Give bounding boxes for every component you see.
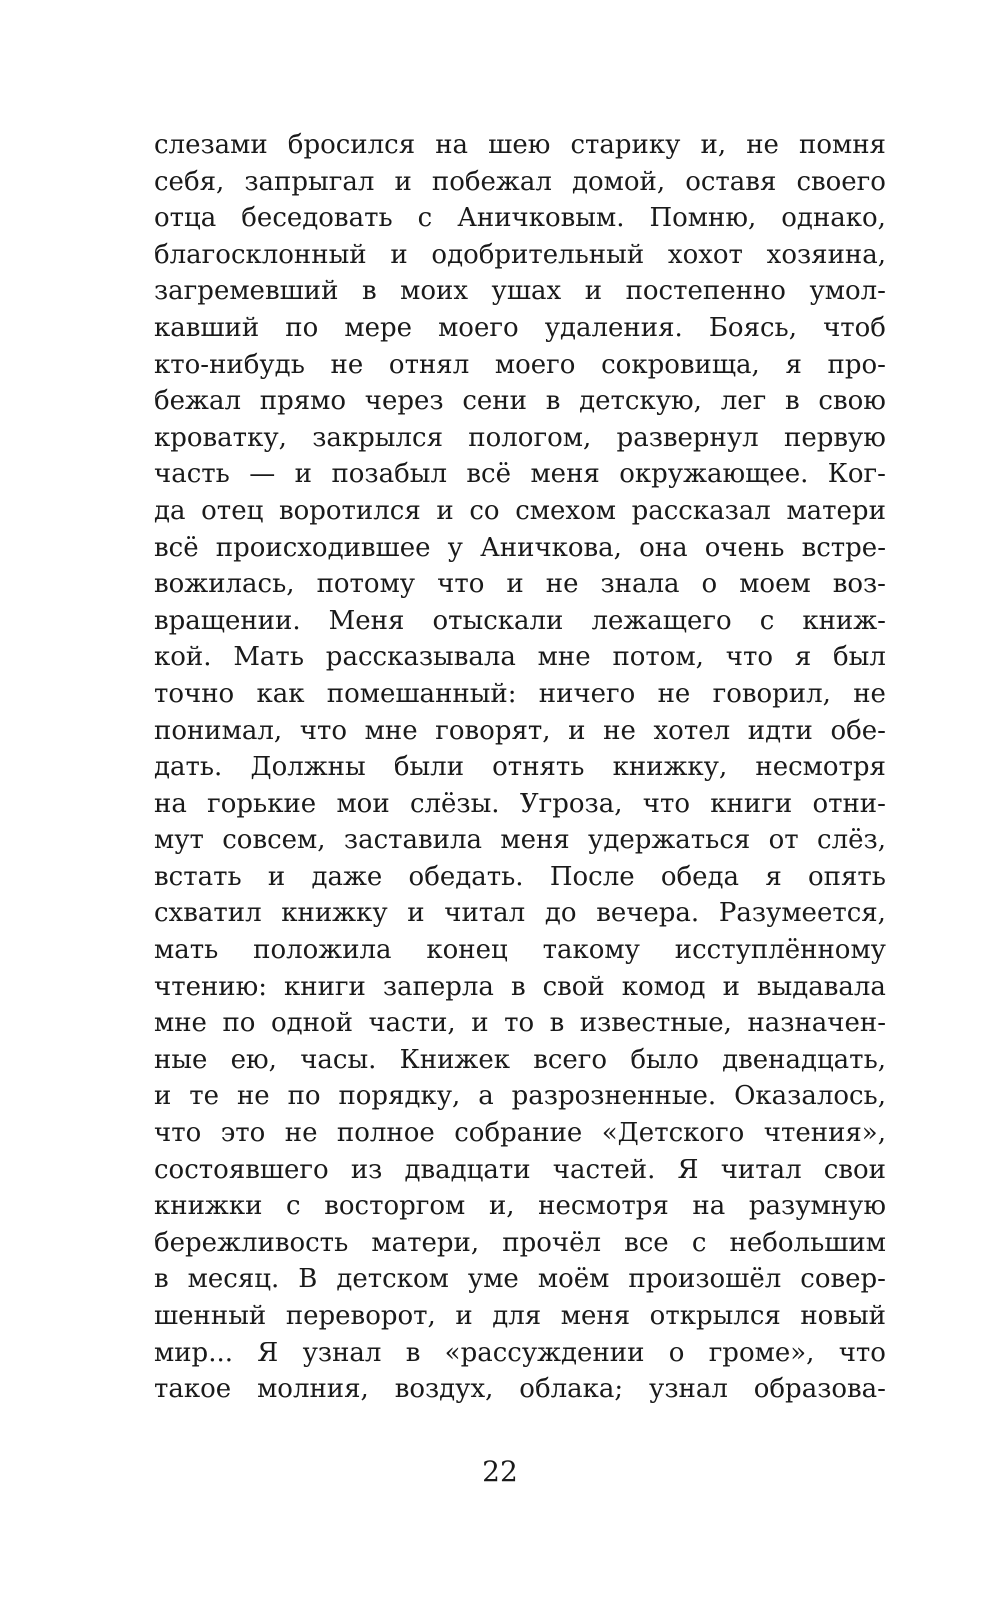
word: и [390,239,408,270]
text-line [154,603,886,640]
word: те [189,1081,220,1112]
word: в [549,1008,565,1039]
text-line [154,273,886,310]
word: открылся [649,1301,781,1331]
word: воз- [832,569,886,600]
word: вожилась, [154,569,295,600]
word: что [642,788,691,819]
word: даже [311,861,383,892]
word: разрозненные. [511,1081,717,1112]
text-line [154,420,886,457]
text-line [154,383,886,420]
word: новый [800,1301,886,1331]
word: облака; [519,1374,624,1405]
word: конец [426,935,508,966]
word: от [768,825,799,856]
word: и [455,1301,473,1331]
text-line [154,639,886,676]
word: узнал [302,1337,382,1368]
word: книжку [281,898,388,929]
text-line [154,1298,886,1335]
word: в [510,971,526,1002]
word: и [506,569,524,600]
word: Книжек [399,1044,510,1075]
word: мир... [154,1337,233,1368]
word: заставила [343,825,483,856]
word: на [154,788,187,819]
word: Оказалось, [734,1081,886,1112]
word: что [154,1118,202,1149]
word: читал [720,1154,802,1185]
word: мне [154,1008,207,1039]
text-line [154,1188,886,1225]
word: все [624,1227,669,1258]
word: это [220,1118,266,1149]
word: благосклонный [154,239,367,270]
word: исступлённому [674,935,886,966]
word: и [154,1081,172,1112]
word: Мать [233,642,304,673]
word: были [393,752,465,783]
text-line [154,749,886,786]
text-line [154,713,886,750]
word: такому [542,935,640,966]
text-line [154,969,886,1006]
word: кой. [154,642,212,673]
word: с [759,605,775,636]
word: и, [700,130,727,160]
word: позабыл [331,459,447,490]
word: схватил [154,898,262,929]
word: со [469,495,500,526]
text-line [154,1042,886,1079]
text-line [154,310,886,347]
word: беседовать [241,203,393,234]
text-line [154,456,886,493]
word: читал [444,898,526,929]
word: матери, [371,1227,480,1258]
word: хотел [653,715,731,746]
word: громе», [708,1337,815,1368]
word: в [405,1337,421,1368]
word: был [833,642,886,673]
word: обедать. [408,861,524,892]
text-line [154,127,886,164]
word: кроватку, [154,422,287,453]
word: восторгом [324,1191,466,1222]
word: чтоб [823,312,886,343]
word: и [568,715,586,746]
word: не [657,678,691,709]
word: моих [400,276,468,307]
word: шею [488,130,551,160]
word: «Детского [601,1118,745,1149]
word: произошёл [628,1264,782,1295]
word: окружающее. [619,459,809,490]
word: бросился [287,130,416,160]
word: отнял [388,349,470,380]
word: заперла [382,971,494,1002]
word: частей. [552,1154,656,1185]
word: не [746,130,779,160]
word: в [545,386,561,417]
word: Я [257,1337,279,1368]
word: загремевший [154,276,339,307]
word: ные [154,1044,208,1075]
word: не [545,569,579,600]
word: свои [823,1154,886,1185]
word: сени [462,386,527,417]
word: отнять [492,752,585,783]
word: развернул [616,422,759,453]
text-line [154,786,886,823]
word: не [236,1081,270,1112]
word: и, [488,1191,515,1222]
word: всего [533,1044,608,1075]
word: Я [677,1154,699,1185]
word: слёзы. [409,788,500,819]
word: однако, [781,203,886,234]
word: отыскали [432,605,564,636]
word: матери [786,495,886,526]
text-line [154,566,886,603]
word: Помню, [649,203,757,234]
word: то [504,1008,535,1039]
word: Аничкова, [480,532,622,563]
word: — [249,459,276,490]
word: она [639,532,688,563]
word: слезами [154,130,268,160]
word: назначен- [747,1008,886,1039]
word: потом, [612,642,704,673]
word: по [287,1081,321,1112]
word: моём [537,1264,610,1295]
word: с [417,203,433,234]
word: с [691,1227,707,1258]
word: обе- [830,715,886,746]
word: да [154,495,186,526]
word: удержаться [588,825,751,856]
word: Должны [250,752,366,783]
page-number: 22 [482,1455,518,1488]
word: хохот [667,239,743,270]
word: и [394,166,412,197]
word: ничего [538,678,636,709]
word: кто-нибудь [154,349,305,380]
word: всё [466,459,512,490]
word: порядку, [338,1081,461,1112]
word: и [471,1008,489,1039]
word: одной [270,1008,353,1039]
word: точно [154,678,235,709]
word: пологом, [468,422,592,453]
word: вращении. [154,605,301,636]
word: горькие [207,788,317,819]
word: постепенно [625,276,786,307]
word: мне [537,642,591,673]
word: прямо [259,386,347,417]
word: что [838,1337,886,1368]
word: не [853,678,886,709]
word: Угроза, [519,788,623,819]
word: по [285,312,319,343]
word: не [330,349,364,380]
word: мать [154,935,219,966]
word: книж- [802,605,886,636]
word: рассказывала [325,642,516,673]
word: Аничковым. [457,203,625,234]
word: помешанный: [326,678,517,709]
text-line [154,200,886,237]
word: небольшим [729,1227,886,1258]
text-line [154,530,886,567]
word: а [478,1081,494,1112]
word: меня [560,1301,631,1331]
word: вечера. [596,898,700,929]
word: месяц. [187,1264,280,1295]
word: моего [494,349,576,380]
word: через [364,386,444,417]
word: и [722,971,740,1002]
word: побежал [431,166,552,197]
word: детскую, [579,386,702,417]
word: о [668,1337,685,1368]
word: книги [284,971,366,1002]
text-line [154,1078,886,1115]
word: помня [799,130,886,160]
word: бережливость [154,1227,349,1258]
word: книги [710,788,793,819]
word: одобрительный [431,239,645,270]
word: и [436,495,454,526]
word: и [267,861,286,892]
word: лежащего [591,605,732,636]
word: удаления. [544,312,683,343]
word: шенный [154,1301,267,1331]
word: меня [500,825,570,856]
word: происходившее [215,532,431,563]
word: знала [600,569,680,600]
word: что [725,642,773,673]
word: и [584,276,603,307]
word: понимал, [154,715,283,746]
text-line [154,1371,886,1408]
word: такое [154,1374,232,1405]
word: встре- [801,532,886,563]
text-line [154,1261,886,1298]
word: несмотря [538,1191,669,1222]
word: молния, [257,1374,369,1405]
word: моем [739,569,811,600]
word: сокровища, [601,349,760,380]
text-line [154,932,886,969]
word: воздух, [394,1374,494,1405]
text-line [154,1225,886,1262]
word: всё [154,532,199,563]
word: в [784,386,800,417]
word: оставя [685,166,777,197]
word: В [298,1264,318,1295]
word: что [299,715,348,746]
text-line [154,164,886,201]
word: лег [720,386,767,417]
word: собрание [454,1118,583,1149]
word: уме [467,1264,519,1295]
word: совер- [800,1264,886,1295]
word: встать [154,861,242,892]
word: что [437,569,485,600]
word: хозяина, [766,239,886,270]
word: известные, [579,1008,732,1039]
word: ею, [230,1044,277,1075]
word: умол- [809,276,886,307]
word: отца [154,203,217,234]
word: до [544,898,577,929]
word: мут [154,825,204,856]
word: отец [201,495,264,526]
word: мере [344,312,412,343]
word: было [630,1044,699,1075]
word: чтению: [154,971,268,1002]
text-line [154,1152,886,1189]
word: кавший [154,312,260,343]
word: положила [253,935,392,966]
word: свой [542,971,605,1002]
word: в [361,276,377,307]
word: дать. [154,752,223,783]
word: отни- [812,788,886,819]
word: говорил, [712,678,831,709]
text-line [154,1005,886,1042]
word: я [794,642,812,673]
text-line [154,347,886,384]
word: Боясь, [708,312,797,343]
word: я [785,349,802,380]
word: свою [818,386,886,417]
word: переворот, [285,1301,436,1331]
word: мои [336,788,390,819]
word: моего [438,312,519,343]
word: разумную [748,1191,886,1222]
word: первую [784,422,886,453]
word: себя, [154,166,225,197]
word: Ког- [827,459,886,490]
word: бежал [154,386,241,417]
word: и [294,459,313,490]
word: закрылся [312,422,443,453]
word: для [492,1301,542,1331]
word: домой, [571,166,666,197]
word: выдавала [756,971,886,1002]
word: детском [336,1264,449,1295]
word: книжки [154,1191,263,1222]
text-line [154,237,886,274]
word: опять [807,861,886,892]
word: образова- [753,1374,886,1405]
word: двадцати [404,1154,531,1185]
word: запрыгал [244,166,375,197]
word: совсем, [222,825,326,856]
text-line [154,859,886,896]
word: на [692,1191,726,1222]
word: прочёл [502,1227,601,1258]
word: на [435,130,469,160]
word: части, [368,1008,456,1039]
word: узнал [649,1374,728,1405]
text-line [154,1115,886,1152]
word: Меня [328,605,405,636]
text-line [154,822,886,859]
word: не [603,715,636,746]
word: меня [530,459,600,490]
text-line [154,676,886,713]
word: с [286,1191,301,1222]
word: в [154,1264,169,1295]
word: я [765,861,782,892]
word: смехом [515,495,616,526]
word: и [407,898,425,929]
word: рассказал [631,495,771,526]
word: о [701,569,718,600]
word: обеда [660,861,740,892]
word: не [284,1118,318,1149]
word: несмотря [755,752,886,783]
word: своего [796,166,886,197]
word: чтения», [763,1118,886,1149]
word: говорят, [435,715,551,746]
word: по [222,1008,256,1039]
body-text [154,127,886,1408]
text-line [154,493,886,530]
word: Разумеется, [718,898,886,929]
word: слёз, [817,825,886,856]
word: про- [827,349,886,380]
word: книжку, [612,752,728,783]
word: часть [154,459,230,490]
word: воротился [278,495,421,526]
word: из [350,1154,383,1185]
word: потому [316,569,416,600]
word: старику [570,130,681,160]
word: очень [704,532,785,563]
word: полное [336,1118,435,1149]
word: двенадцать, [722,1044,886,1075]
text-line [154,1335,886,1372]
word: ушах [491,276,562,307]
word: комод [621,971,706,1002]
word: идти [747,715,813,746]
word: мне [364,715,418,746]
word: у [447,532,463,563]
word: «рассуждении [444,1337,645,1368]
text-line [154,895,886,932]
word: После [549,861,635,892]
word: часы. [300,1044,377,1075]
word: как [256,678,305,709]
word: состоявшего [154,1154,329,1185]
